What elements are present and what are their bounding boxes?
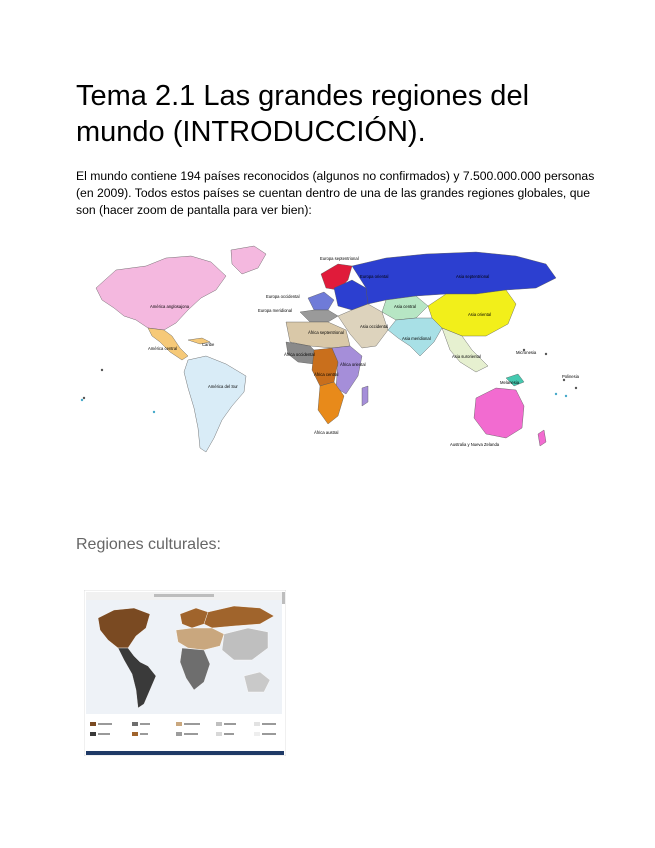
label-west-africa: África occidental: [284, 352, 315, 357]
region-western-europe: [308, 292, 334, 310]
label-east-asia: Asia oriental: [468, 312, 492, 317]
label-central-america: América central: [148, 346, 178, 351]
cultural-regions-map: [84, 590, 286, 756]
region-anglo-america: [96, 256, 226, 330]
label-west-asia: Asia occidental: [360, 324, 389, 329]
label-south-asia: Asia meridional: [402, 336, 431, 341]
region-southern-europe: [300, 310, 338, 322]
region-greenland: [231, 246, 266, 274]
label-northern-europe: Europa septentrional: [320, 256, 359, 261]
label-north-asia: Asia septentrional: [456, 274, 490, 279]
region-central-america: [148, 328, 188, 360]
label-melanesia: Melanesia: [500, 380, 520, 385]
label-central-asia: Asia central: [394, 304, 416, 309]
intro-paragraph: El mundo contiene 194 países reconocidos (algunos no confirmados) y 7.500.000.000 personas (en 2009). Todos estos países se cuentan dentro de una de las grandes regiones globales, que son (hacer zoom de pantalla para ver bien):: [76, 169, 595, 217]
label-east-africa: África oriental: [340, 362, 366, 367]
region-south-america: [184, 356, 246, 452]
region-central-africa: [312, 348, 338, 386]
label-micronesia: Micronesia: [516, 350, 537, 355]
label-western-europe: Europa occidental: [266, 294, 300, 299]
region-oceania: [474, 388, 524, 438]
label-north-america: América anglosajona: [150, 304, 190, 309]
label-southeast-asia: Asia suroriental: [452, 354, 481, 359]
region-madagascar: [362, 386, 368, 406]
label-north-africa: África septentrional: [308, 330, 344, 335]
section-heading-cultural-regions: Regiones culturales:: [76, 536, 221, 553]
label-central-africa: África central: [314, 372, 339, 377]
label-polynesia: Polinesia: [562, 374, 579, 379]
label-southern-africa: África austral: [314, 430, 339, 435]
world-regions-map: [76, 238, 596, 468]
label-caribbean: Caribe: [202, 342, 215, 347]
cultural-map-footer-bar: [86, 751, 284, 755]
region-new-zealand: [538, 430, 546, 446]
label-southern-europe: Europa meridional: [258, 308, 292, 313]
label-eastern-europe: Europa oriental: [360, 274, 389, 279]
page-title: Tema 2.1 Las grandes regiones del mundo (INTRODUCCIÓN).: [76, 80, 530, 148]
label-south-america: América del Sur: [208, 384, 238, 389]
label-oceania: Australia y Nueva Zelanda: [450, 442, 500, 447]
